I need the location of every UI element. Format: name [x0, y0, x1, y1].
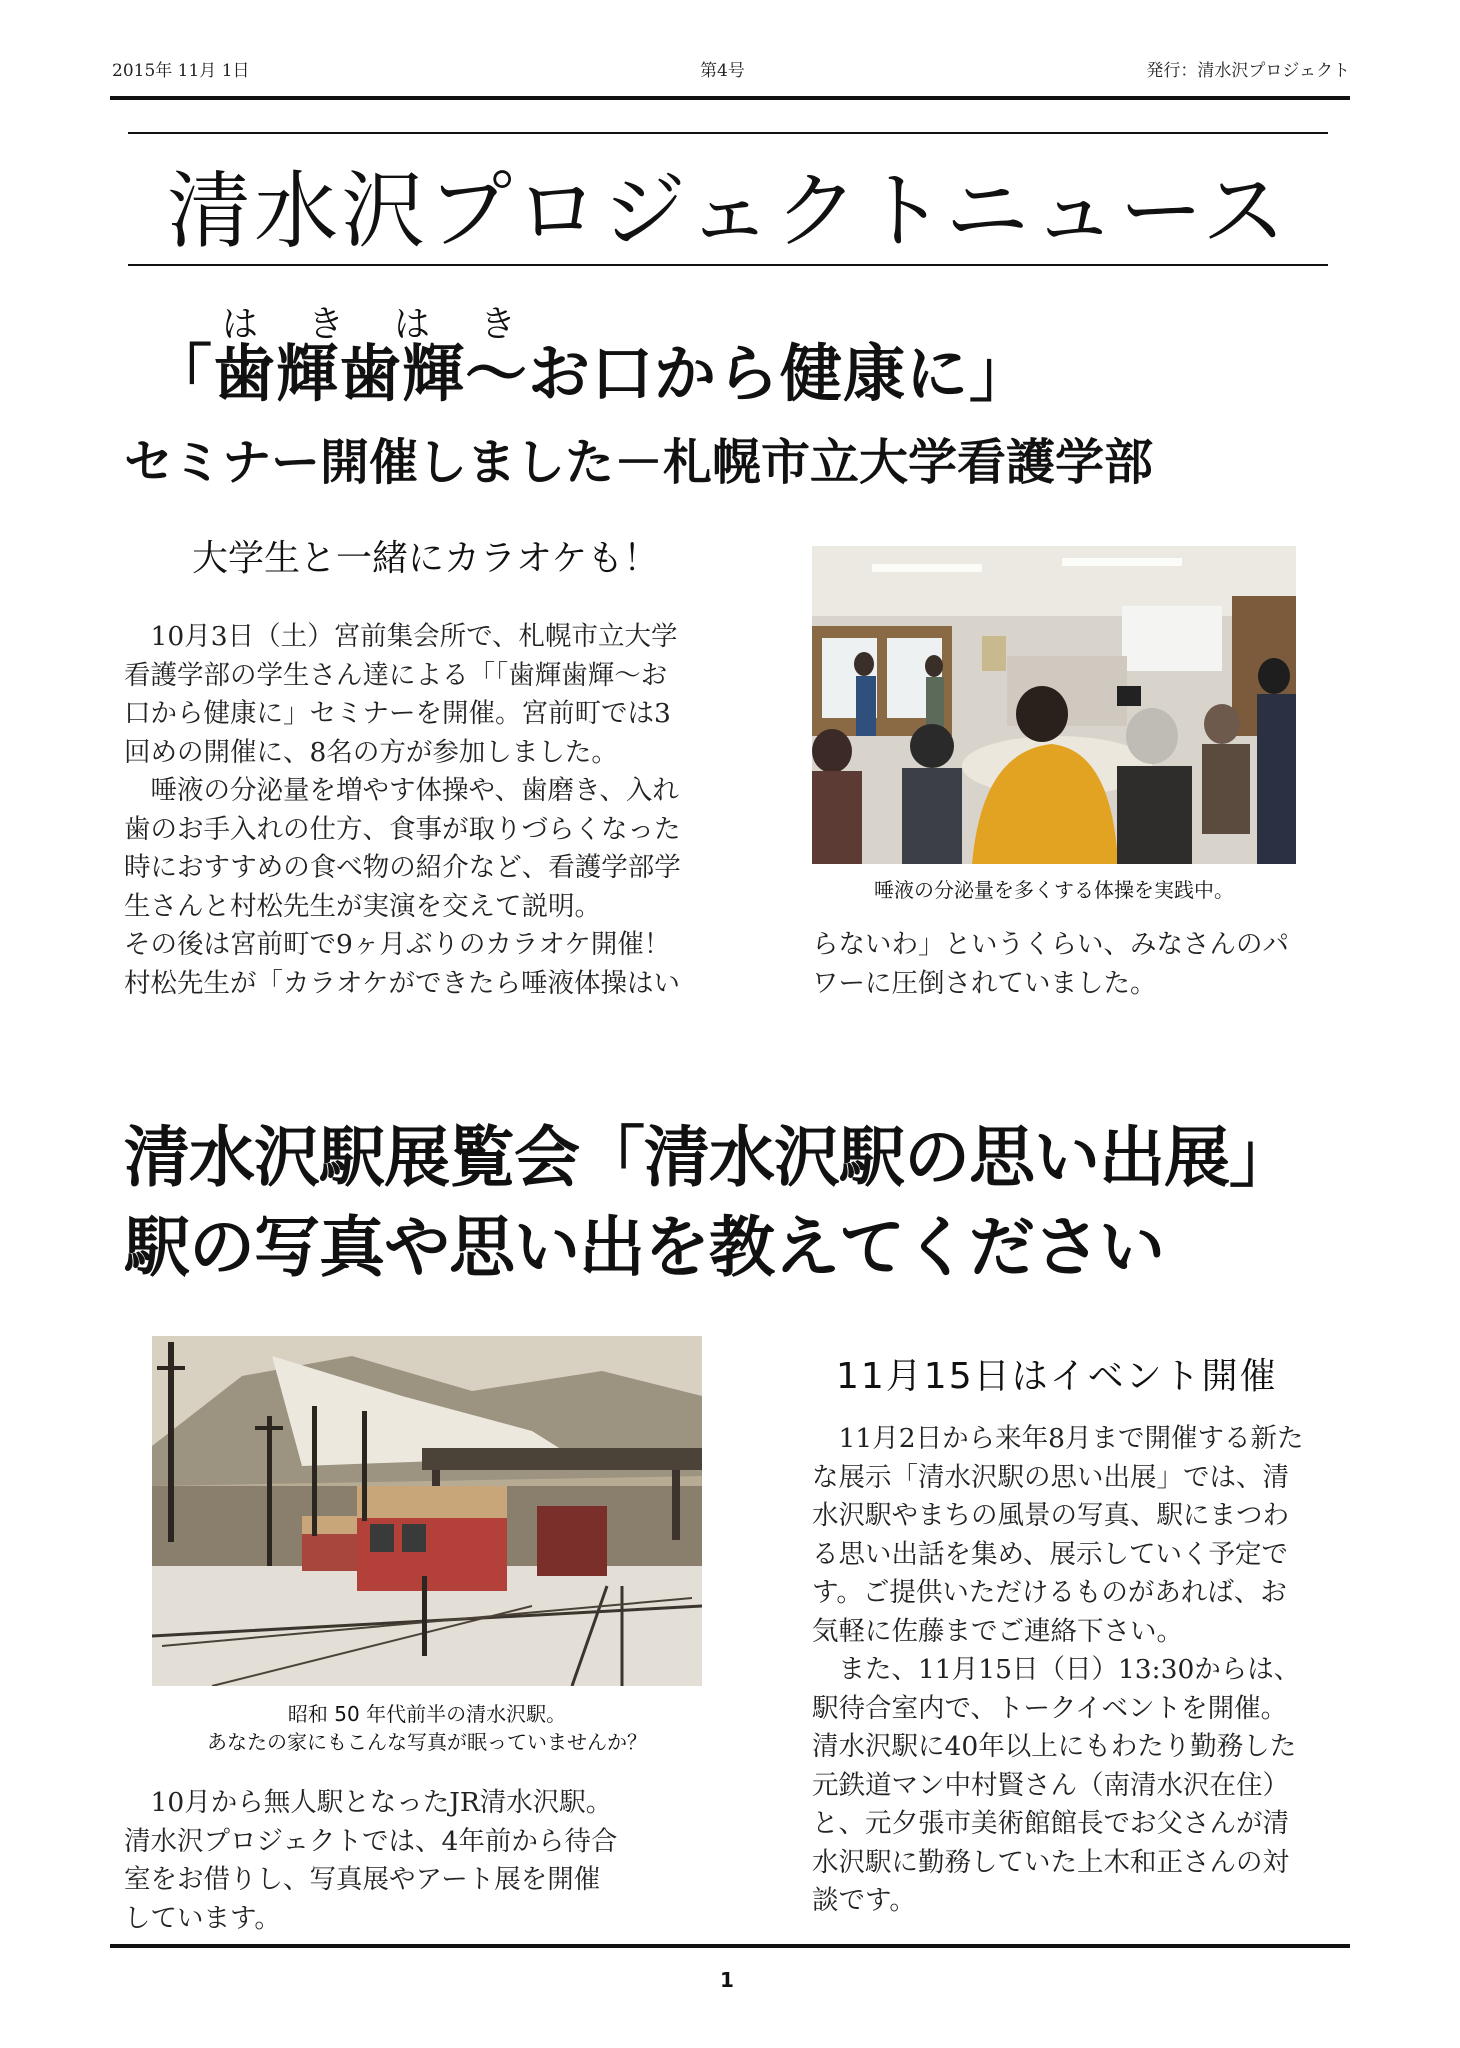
- page-number: 1: [720, 1968, 734, 1992]
- article2-left-body: [124, 1784, 617, 1938]
- body-line: 談です。: [812, 1885, 916, 1916]
- body-line: 気軽に佐藤までご連絡下さい。: [812, 1615, 1183, 1647]
- caption-line: 昭和 50 年代前半の清水沢駅。: [287, 1702, 567, 1726]
- ruby-ha-1: は: [222, 304, 259, 345]
- body-line: 村松先生が「カラオケができたら唾液体操はい: [124, 967, 680, 999]
- body-line: 11月2日から来年8月まで開催する新た: [812, 1423, 1304, 1454]
- article1-subhead: 大学生と一緒にカラオケも！: [192, 538, 660, 579]
- body-line: 歯のお手入れの仕方、食事が取りづらくなった: [124, 813, 681, 845]
- body-line: 時におすすめの食べ物の紹介など、看護学部学: [124, 852, 681, 883]
- body-line: る思い出話を集め、展示していく予定で: [812, 1538, 1288, 1570]
- body-line: 生さんと村松先生が実演を交えて説明。: [124, 890, 601, 922]
- issue-date: 2015年 11月 1日: [112, 61, 250, 81]
- article1-continued: [812, 926, 1289, 1003]
- article2-subheadline: 駅の写真や思い出を教えてください: [124, 1209, 1164, 1286]
- newsletter-title: 清水沢プロジェクトニュース: [167, 161, 1289, 260]
- body-line: また、11月15日（日）13:30からは、: [812, 1654, 1301, 1685]
- body-line: 水沢駅やまちの風景の写真、駅にまつわ: [812, 1500, 1289, 1531]
- article2-headline: 清水沢駅展覧会「清水沢駅の思い出展」: [124, 1119, 1294, 1196]
- body-line: 清水沢駅に40年以上にもわたり勤務した: [812, 1731, 1297, 1762]
- body-line: 唾液の分泌量を増やす体操や、歯磨き、入れ: [124, 775, 679, 806]
- seminar-photo: [812, 546, 1296, 864]
- article2-subhead: 11月15日はイベント開催: [836, 1356, 1278, 1397]
- publisher: 発行：清水沢プロジェクト: [1146, 61, 1350, 81]
- body-line: 10月から無人駅となったJR清水沢駅。: [124, 1787, 613, 1818]
- masthead-bottom-rule: [128, 264, 1328, 266]
- body-line: その後は宮前町で9ヶ月ぶりのカラオケ開催！: [124, 929, 671, 960]
- article1-subheadline: セミナー開催しました－札幌市立大学看護学部: [124, 434, 1154, 491]
- station-photo-caption: [152, 1700, 702, 1756]
- caption-line: あなたの家にもこんな写真が眠っていませんか？: [207, 1730, 647, 1754]
- body-line: 室をお借りし、写真展やアート展を開催: [124, 1864, 601, 1895]
- ruby-ha-2: は: [394, 304, 431, 345]
- body-line: な展示「清水沢駅の思い出展」では、清: [812, 1461, 1289, 1493]
- body-line: ワーに圧倒されていました。: [812, 967, 1157, 999]
- body-line: 元鉄道マン中村賢さん（南清水沢在住）: [812, 1769, 1289, 1801]
- ruby-ki-1: き: [308, 304, 345, 345]
- body-line: 看護学部の学生さん達による「「歯輝歯輝〜お: [124, 659, 668, 691]
- issue-number: 第4号: [700, 61, 745, 81]
- article2-right-body: [812, 1420, 1303, 1921]
- body-line: 清水沢プロジェクトでは、4年前から待合: [124, 1825, 618, 1857]
- body-line: と、元夕張市美術館館長でお父さんが清: [812, 1808, 1289, 1839]
- body-line: らないわ」というくらい、みなさんのパ: [812, 929, 1289, 960]
- footer-rule: [110, 1944, 1350, 1948]
- body-line: 回めの開催に、8名の方が参加しました。: [124, 736, 618, 768]
- header-rule: [110, 96, 1350, 100]
- article1-body: [124, 618, 681, 1003]
- body-line: 水沢駅に勤務していた上木和正さんの対: [812, 1846, 1289, 1878]
- body-line: しています。: [124, 1902, 281, 1934]
- station-photo: [152, 1336, 702, 1686]
- body-line: 口から健康に」セミナーを開催。宮前町では3: [124, 698, 671, 729]
- masthead-top-rule: [128, 132, 1328, 134]
- body-line: 10月3日（土）宮前集会所で、札幌市立大学: [124, 621, 678, 652]
- body-line: 駅待合室内で、トークイベントを開催。: [812, 1692, 1288, 1724]
- seminar-photo-caption: 唾液の分泌量を多くする体操を実践中。: [874, 878, 1234, 902]
- body-line: す。ご提供いただけるものがあれば、お: [812, 1577, 1287, 1608]
- ruby-ki-2: き: [480, 304, 517, 345]
- article1-headline: 「歯輝歯輝〜お口から健康に」: [150, 337, 1033, 410]
